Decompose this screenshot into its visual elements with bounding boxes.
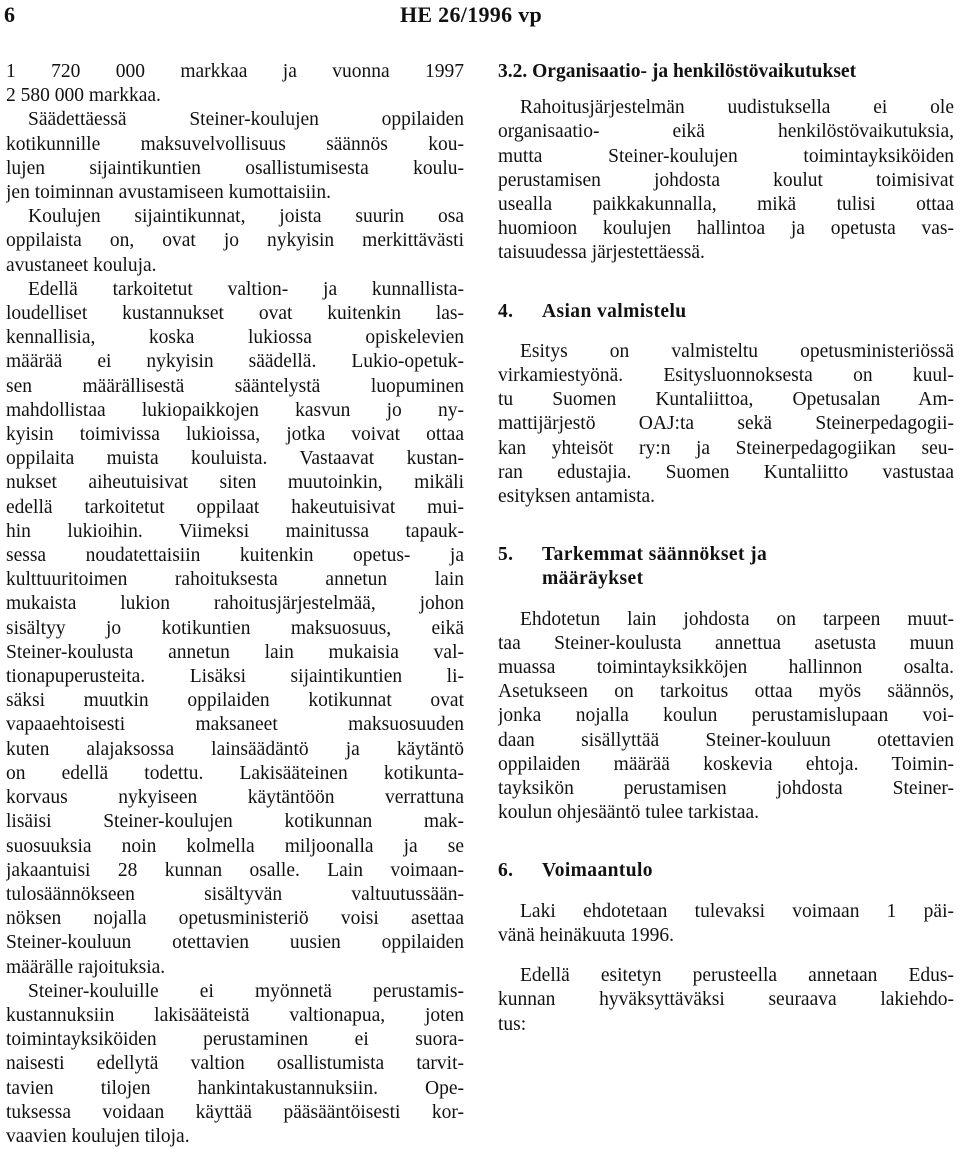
text-line: esityksen antamista. xyxy=(498,486,656,508)
text-line: taisuudessa järjestettäessä. xyxy=(498,242,705,264)
text-line: kunnan hyväksyttäväksi seuraava lakiehdo- xyxy=(498,989,954,1011)
text-line: oppilaista on, ovat jo nykyisin merkittävästi xyxy=(6,230,464,252)
text-line: virkamiestyönä. Esitysluonnoksesta on kuul- xyxy=(498,365,954,387)
section-heading-5 xyxy=(498,543,954,567)
text-line: jen toiminnan avustamiseen kumottaisiin. xyxy=(6,182,331,204)
text-line: Steiner-koulusta annetun lain mukaisia val- xyxy=(6,641,464,663)
text-line: jakaantuisi 28 kunnan osalle. Lain voimaan- xyxy=(6,859,464,881)
text-line: Edellä tarkoitetut valtion- ja kunnallista- xyxy=(28,278,464,300)
text-line: organisaatio- eikä henkilöstövaikutuksia, xyxy=(498,121,954,143)
text-line: 2 580 000 markkaa. xyxy=(6,85,161,107)
text-line: Säädettäessä Steiner-koulujen oppilaiden xyxy=(28,109,464,131)
text-line: avustaneet kouluja. xyxy=(6,254,157,276)
text-line: tus: xyxy=(498,1013,527,1035)
spacer xyxy=(498,948,954,964)
text-line: toimintayksiköiden perustaminen ei suora- xyxy=(6,1029,464,1051)
section-title: Tarkemmat säännökset ja xyxy=(542,544,768,566)
section-heading-3-2: 3.2. Organisaatio- ja henkilöstövaikutukset xyxy=(498,61,857,82)
text-line: huomioon koulujen hallintoa ja opetusta vas- xyxy=(498,218,954,240)
text-line: tu Suomen Kuntaliittoa, Opetusalan Am- xyxy=(498,389,954,411)
text-line: tavien tilojen hankintakustannuksiin. Ope- xyxy=(6,1077,464,1099)
section-heading-4 xyxy=(498,300,954,324)
spacer xyxy=(498,884,954,900)
section-title: Asian valmistelu xyxy=(542,300,687,322)
spacer xyxy=(498,825,954,859)
text-line: mutta Steiner-koulujen toimintayksiköiden xyxy=(498,145,954,167)
spacer xyxy=(498,592,954,608)
text-line: ran edustajia. Suomen Kuntaliitto vastustaa xyxy=(498,461,954,483)
section-number: 5. xyxy=(498,544,514,566)
text-line: sisältyy jo kotikuntien maksuosuus, eikä xyxy=(6,617,464,639)
section-heading-6 xyxy=(498,859,954,883)
text-line: määrälle rajoituksia. xyxy=(6,956,166,978)
text-line: taa Steiner-koulusta annettua asetusta muun xyxy=(498,632,954,654)
text-line: Steiner-kouluun otettavien uusien oppilaiden xyxy=(6,932,464,954)
text-line: sessa noudatettaisiin kuitenkin opetus- ja xyxy=(6,545,464,567)
text-line: muassa toimintayksikköjen hallinnon osalta. xyxy=(498,657,954,679)
text-line: daan sisällyttää Steiner-kouluun otettavien xyxy=(498,729,954,751)
text-line: lisäisi Steiner-koulujen kotikunnan mak- xyxy=(6,811,464,833)
text-line: kulttuuritoimen rahoituksesta annetun lain xyxy=(6,569,464,591)
section-title: Voimaantulo xyxy=(542,860,653,882)
page-number: 6 xyxy=(4,2,15,27)
text-line: kuten alajaksossa lainsäädäntö ja käytäntö xyxy=(6,738,464,760)
text-line: on edellä todettu. Lakisääteinen kotikunta- xyxy=(6,762,464,784)
text-line: tuksessa voidaan käyttää pääsääntöisesti kor- xyxy=(6,1101,464,1123)
text-line: vänä heinäkuuta 1996. xyxy=(498,924,674,946)
text-line: nukset aiheutuisivat siten muutoinkin, mikäli xyxy=(6,472,464,494)
text-line: korvaus nykyiseen käytäntöön verrattuna xyxy=(6,787,464,809)
text-line: jonka nojalla koulun perustamislupaan voi- xyxy=(498,705,954,727)
section-title: määräykset xyxy=(542,568,644,590)
text-line: suosuuksia noin kolmella miljoonalla ja se xyxy=(6,835,464,857)
text-line: edellä tarkoitetut oppilaat hakeutuisivat mui- xyxy=(6,496,464,518)
text-line: mahdollistaa lukiopaikkojen kasvun jo ny- xyxy=(6,399,464,421)
spacer xyxy=(498,509,954,543)
text-line: oppilaiden määrää koskevia ehtoja. Toimin- xyxy=(498,753,954,775)
text-line: vapaaehtoisesti maksaneet maksuosuuden xyxy=(6,714,464,736)
text-line: Rahoitusjärjestelmän uudistuksella ei ole xyxy=(520,97,954,119)
text-line: Esitys on valmisteltu opetusministeriössä xyxy=(520,340,954,362)
text-line: säksi muutkin oppilaiden kotikunnat ovat xyxy=(6,690,464,712)
text-line: kan yhteisöt ry:n ja Steinerpedagogiikan seu- xyxy=(498,437,954,459)
text-line: koulun ohjesääntö tulee tarkistaa. xyxy=(498,802,760,824)
text-line: 1 720 000 markkaa ja vuonna 1997 xyxy=(6,61,464,82)
text-line: määrää ei nykyisin säädellä. Lukio-opetuk- xyxy=(6,351,464,373)
spacer xyxy=(498,324,954,340)
section-number: 4. xyxy=(498,300,514,322)
section-heading-5-line2 xyxy=(498,567,954,591)
page-header xyxy=(0,2,960,32)
text-line: Edellä esitetyn perusteella annetaan Edus- xyxy=(520,965,954,987)
text-line: kustannuksiin lakisääteistä valtionapua, joten xyxy=(6,1004,464,1026)
text-line: kyisin toimivissa lukioissa, jotka voivat ottaa xyxy=(6,424,464,446)
text-line: hin lukioihin. Viimeksi mainitussa tapauk- xyxy=(6,520,464,542)
spacer xyxy=(498,266,954,300)
text-line: usealla paikkakunnalla, mikä tulisi ottaa xyxy=(498,194,954,216)
text-line: oppilaita muista kouluista. Vastaavat kustan- xyxy=(6,448,464,470)
text-line: tulosäännökseen sisältyvän valtuutussään- xyxy=(6,883,464,905)
text-line: Asetukseen on tarkoitus ottaa myös säännös, xyxy=(498,681,954,703)
text-line: kotikunnille maksuvelvollisuus säännös kou- xyxy=(6,133,464,155)
text-line: kennallisia, koska lukiossa opiskelevien xyxy=(6,327,464,349)
text-line: loudelliset kustannukset ovat kuitenkin las- xyxy=(6,303,464,325)
text-line: Koulujen sijaintikunnat, joista suurin osa xyxy=(28,206,464,228)
text-line: Ehdotetun lain johdosta on tarpeen muut- xyxy=(520,608,954,630)
right-column xyxy=(498,60,954,1037)
text-line: naisesti edellytä valtion osallistumista tarvit- xyxy=(6,1053,464,1075)
left-column xyxy=(6,60,464,1149)
text-line: Laki ehdotetaan tulevaksi voimaan 1 päi- xyxy=(520,900,954,922)
text-line: vaavien koulujen tiloja. xyxy=(6,1125,190,1147)
text-line: lujen sijaintikuntien osallistumisesta koulu- xyxy=(6,157,464,179)
text-line: nöksen nojalla opetusministeriö voisi asettaa xyxy=(6,908,464,930)
text-line: perustamisen johdosta koulut toimisivat xyxy=(498,169,954,191)
section-number: 6. xyxy=(498,860,514,882)
text-line: sen määrällisestä sääntelystä luopuminen xyxy=(6,375,464,397)
spacer xyxy=(498,84,954,96)
document-id: HE 26/1996 vp xyxy=(400,2,543,27)
text-line: mattijärjestö OAJ:ta sekä Steinerpedagogii- xyxy=(498,413,954,435)
text-line: tayksikön perustamisen johdosta Steiner- xyxy=(498,778,954,800)
text-line: Steiner-kouluille ei myönnetä perustamis- xyxy=(28,980,464,1002)
text-line: mukaista lukion rahoitusjärjestelmää, johon xyxy=(6,593,464,615)
text-line: tionapuperusteita. Lisäksi sijaintikuntien li- xyxy=(6,666,464,688)
